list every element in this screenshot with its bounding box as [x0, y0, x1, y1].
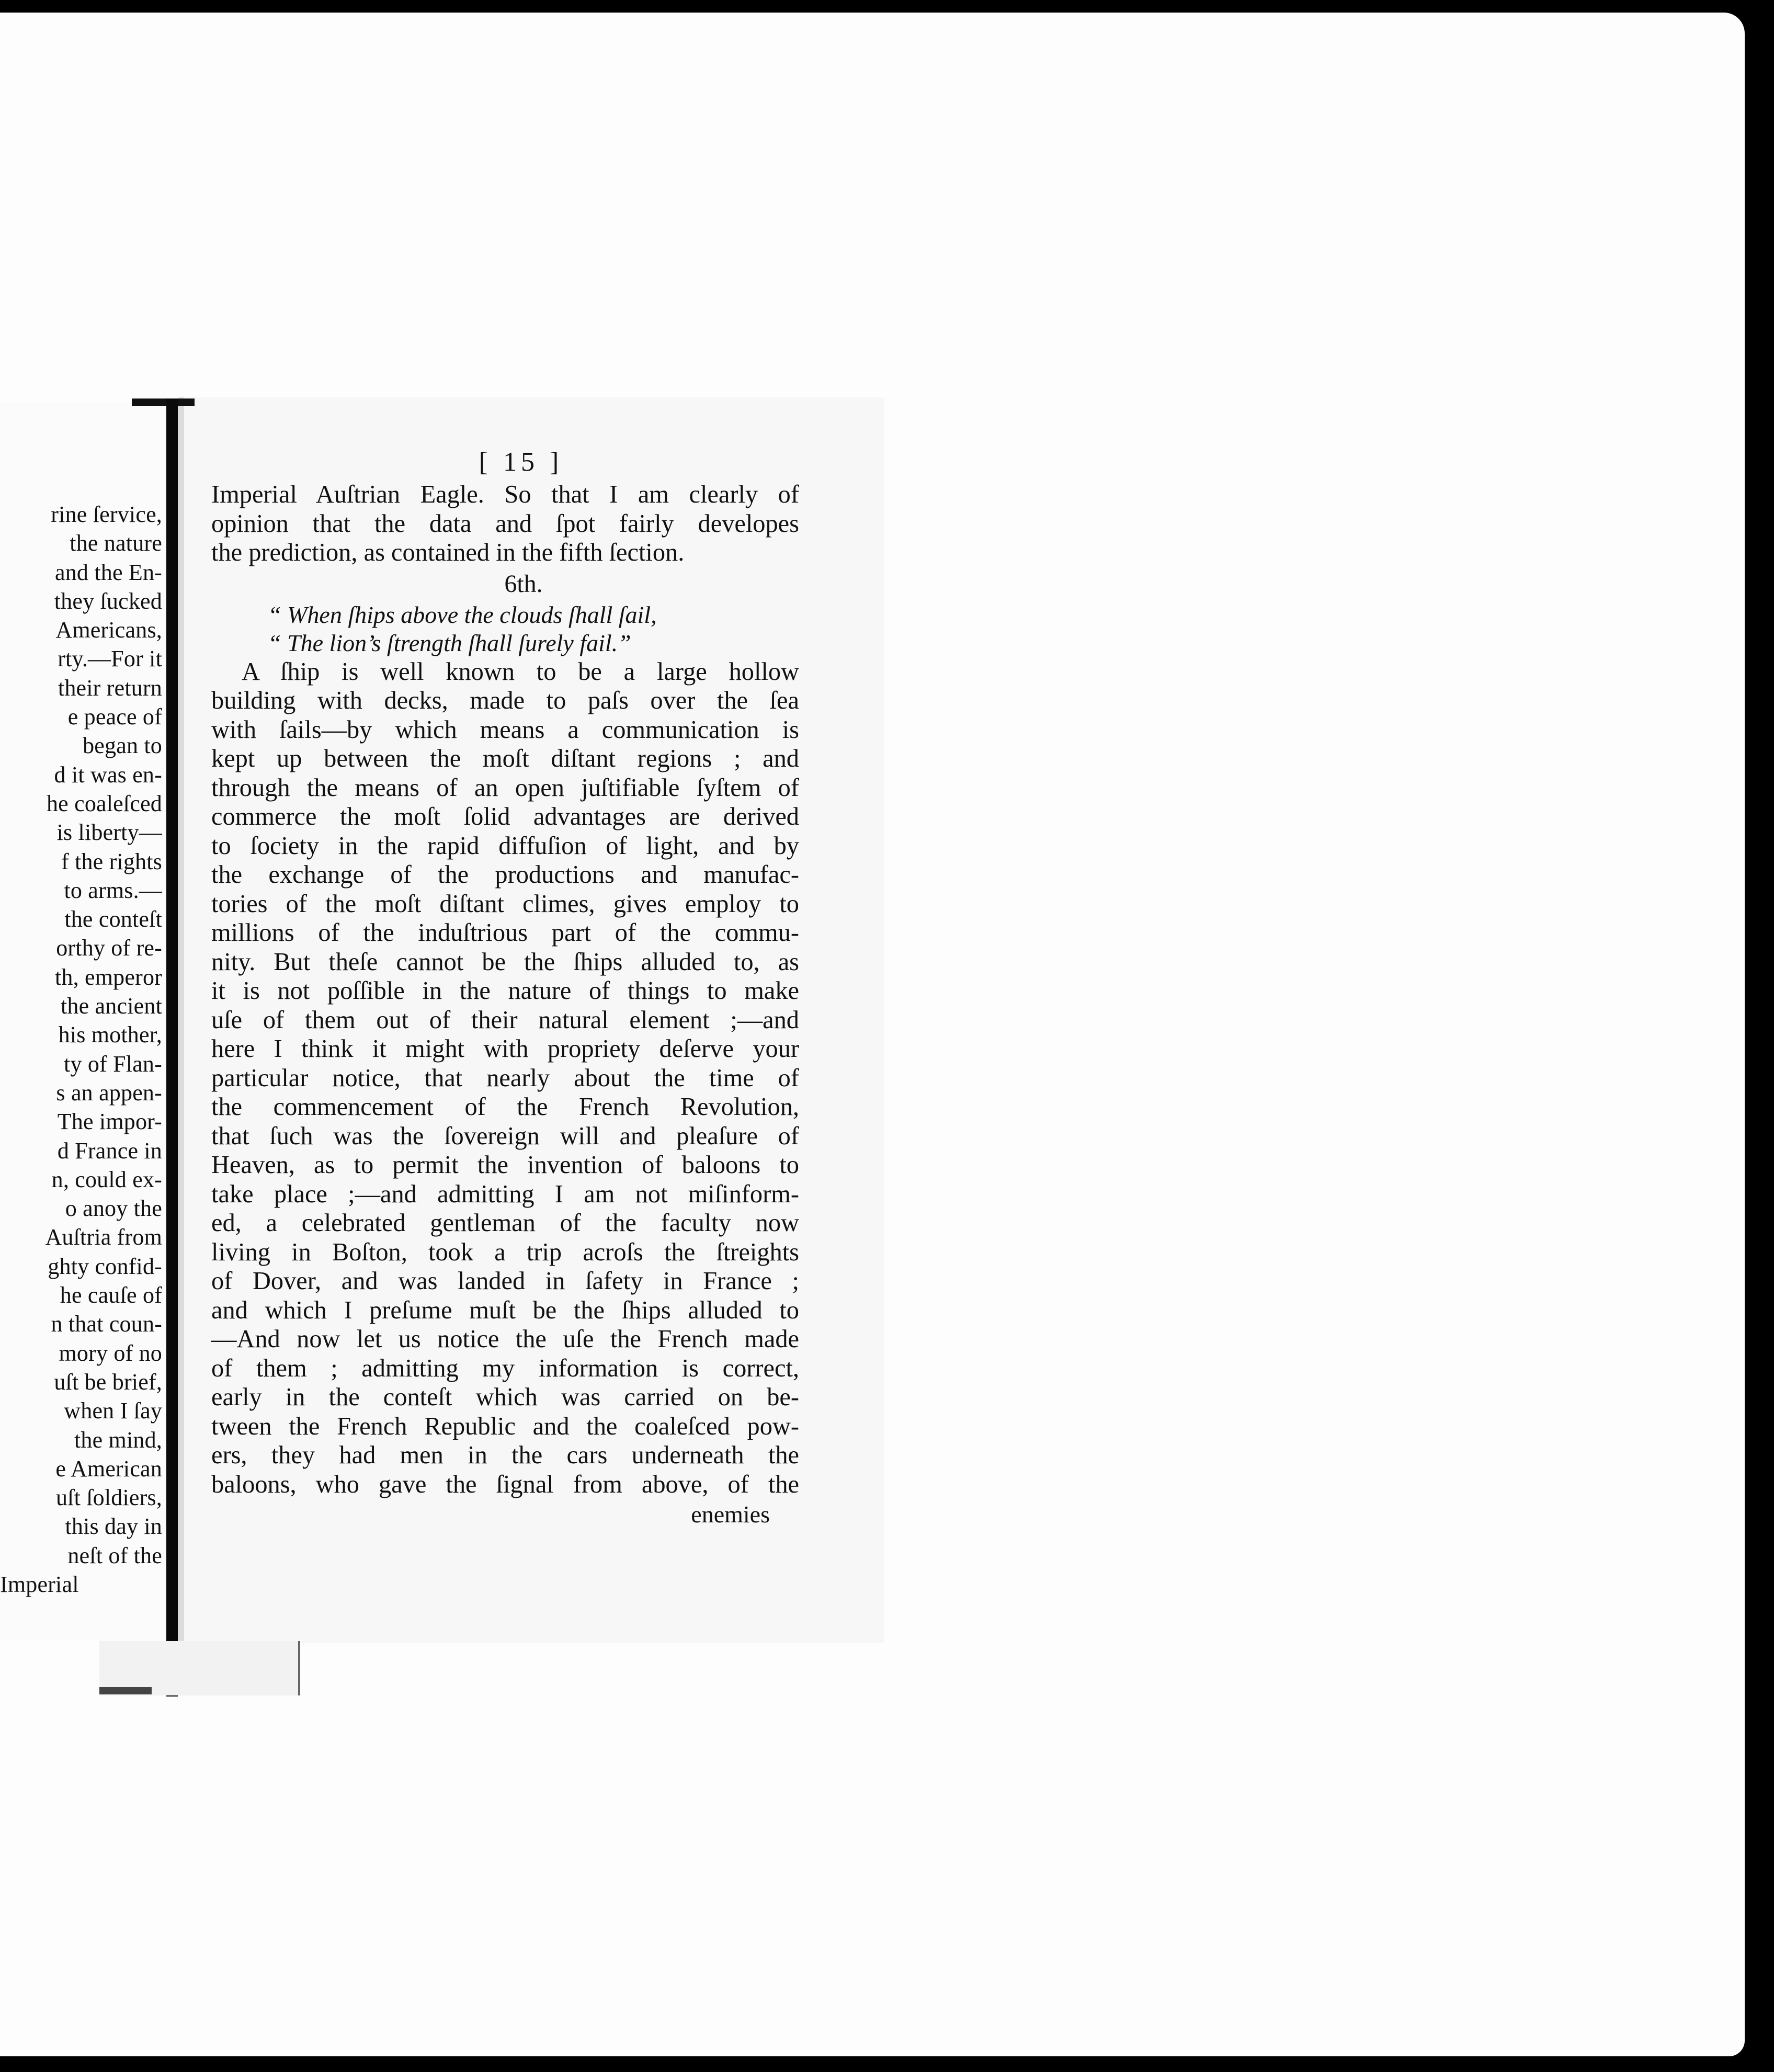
left-text-line: he coaleſced: [46, 790, 162, 816]
text-line: millions of the induſtrious part of the commu-: [211, 919, 799, 947]
left-text-line: neſt of the: [67, 1542, 162, 1568]
text-line: kept up between the moſt diſtant regions ; and: [211, 745, 799, 772]
left-text-line: uſt ſoldiers,: [55, 1485, 162, 1511]
left-text-line: to arms.—: [64, 877, 162, 903]
left-text-line: ghty confid-: [48, 1253, 162, 1279]
text-line: through the means of an open juſtifiable ſyſtem of: [211, 773, 799, 802]
text-line: A ſhip is well known to be a large hollow: [242, 657, 799, 686]
left-text-line: their return: [58, 675, 162, 701]
left-text-line: rty.—For it: [58, 646, 162, 672]
verse-line-1: “ When ſhips above the clouds ſhall ſail,: [268, 601, 657, 628]
left-text-line: The impor-: [57, 1109, 162, 1135]
text-line: with ſails—by which means a communication is: [211, 715, 799, 744]
left-text-line: uſt be brief,: [54, 1369, 162, 1395]
left-text-line: d France in: [57, 1137, 162, 1164]
text-line: tories of the moſt diſtant climes, gives employ to: [211, 890, 799, 918]
left-text-line: is liberty—: [56, 819, 162, 846]
left-page-text: [0, 500, 162, 1599]
page-number: [ 15 ]: [479, 447, 563, 477]
text-line: the prediction, as contained in the fifth ſection.: [211, 539, 685, 566]
text-line: tween the French Republic and the coaleſced pow-: [211, 1412, 799, 1440]
left-text-line: his mother,: [58, 1022, 162, 1048]
text-line: here I think it might with propriety deſerve your: [211, 1035, 799, 1063]
left-text-line: f the rights: [61, 848, 162, 874]
text-line: uſe of them out of their natural element ;—and: [211, 1006, 799, 1034]
text-line: commerce the moſt ſolid advantages are derived: [211, 803, 799, 830]
text-line: of them ; admitting my information is correct,: [211, 1354, 799, 1382]
right-page-content: [211, 448, 799, 1529]
left-text-line: Imperial: [0, 1571, 79, 1597]
text-line: baloons, who gave the ſignal from above, of the: [211, 1470, 799, 1498]
left-text-line: s an appen-: [56, 1079, 162, 1106]
left-text-line: began to: [83, 733, 162, 759]
left-text-line: he cauſe of: [60, 1282, 162, 1308]
left-text-line: the nature: [70, 530, 162, 556]
left-text-line: n, could ex-: [51, 1166, 162, 1192]
left-text-line: o anoy the: [65, 1196, 162, 1222]
text-line: Imperial Auſtrian Eagle. So that I am clearly of: [211, 481, 799, 508]
text-line: the commencement of the French Revolution,: [211, 1093, 799, 1121]
book-gutter: [166, 399, 178, 1697]
text-line: of Dover, and was landed in ſafety in France ;: [211, 1267, 799, 1295]
left-text-line: this day in: [65, 1513, 162, 1540]
text-line: building with decks, made to paſs over the ſea: [211, 687, 799, 714]
text-line: the exchange of the productions and manufac-: [211, 861, 799, 889]
text-line: and which I preſume muſt be the ſhips alluded to: [211, 1296, 799, 1324]
verse-line-2: “ The lion’s ſtrength ſhall ſurely fail.”: [268, 629, 631, 656]
text-line: early in the conteſt which was carried on be-: [211, 1383, 799, 1411]
left-text-line: when I ſay: [64, 1398, 162, 1424]
section-heading: 6th.: [504, 570, 543, 598]
left-text-line: e American: [55, 1455, 162, 1482]
left-text-line: Americans,: [55, 617, 162, 643]
left-text-line: and the En-: [54, 559, 162, 585]
page-corner-shadow: [99, 1687, 152, 1694]
binding-shadow: [132, 399, 195, 406]
text-line: ers, they had men in the cars underneath the: [211, 1441, 799, 1469]
catchword: enemies: [691, 1501, 770, 1528]
text-line: ed, a celebrated gentleman of the faculty now: [211, 1209, 799, 1237]
left-text-line: the conteſt: [64, 906, 162, 932]
left-text-line: th, emperor: [54, 964, 162, 990]
left-page: [0, 402, 168, 1641]
text-line: it is not poſſible in the nature of things to make: [211, 977, 799, 1005]
text-line: that ſuch was the ſovereign will and pleaſure of: [211, 1122, 799, 1150]
left-text-line: the mind,: [74, 1427, 162, 1453]
text-line: nity. But theſe cannot be the ſhips alluded to, as: [211, 948, 799, 976]
left-text-line: d it was en-: [54, 761, 162, 788]
left-text-line: the ancient: [61, 993, 162, 1019]
text-line: opinion that the data and ſpot fairly developes: [211, 509, 799, 538]
text-line: particular notice, that nearly about the time of: [211, 1064, 799, 1092]
body-paragraph: [211, 657, 799, 1499]
left-text-line: e peace of: [67, 704, 162, 730]
text-line: to ſociety in the rapid diffuſion of light, and by: [211, 832, 799, 860]
left-text-line: ty of Flan-: [64, 1051, 162, 1077]
left-text-line: n that coun-: [51, 1311, 162, 1337]
text-line: living in Boſton, took a trip acroſs the ſtreights: [211, 1238, 799, 1266]
text-line: take place ;—and admitting I am not miſinform-: [211, 1180, 799, 1208]
left-text-line: they ſucked: [54, 588, 162, 614]
text-line: —And now let us notice the uſe the French made: [211, 1325, 799, 1353]
text-line: Heaven, as to permit the invention of baloons to: [211, 1151, 799, 1179]
left-text-line: mory of no: [59, 1340, 162, 1366]
left-text-line: Auſtria from: [45, 1224, 162, 1250]
opening-paragraph: [211, 480, 799, 567]
left-text-line: orthy of re-: [56, 935, 162, 961]
left-text-line: rine ſervice,: [51, 502, 162, 527]
